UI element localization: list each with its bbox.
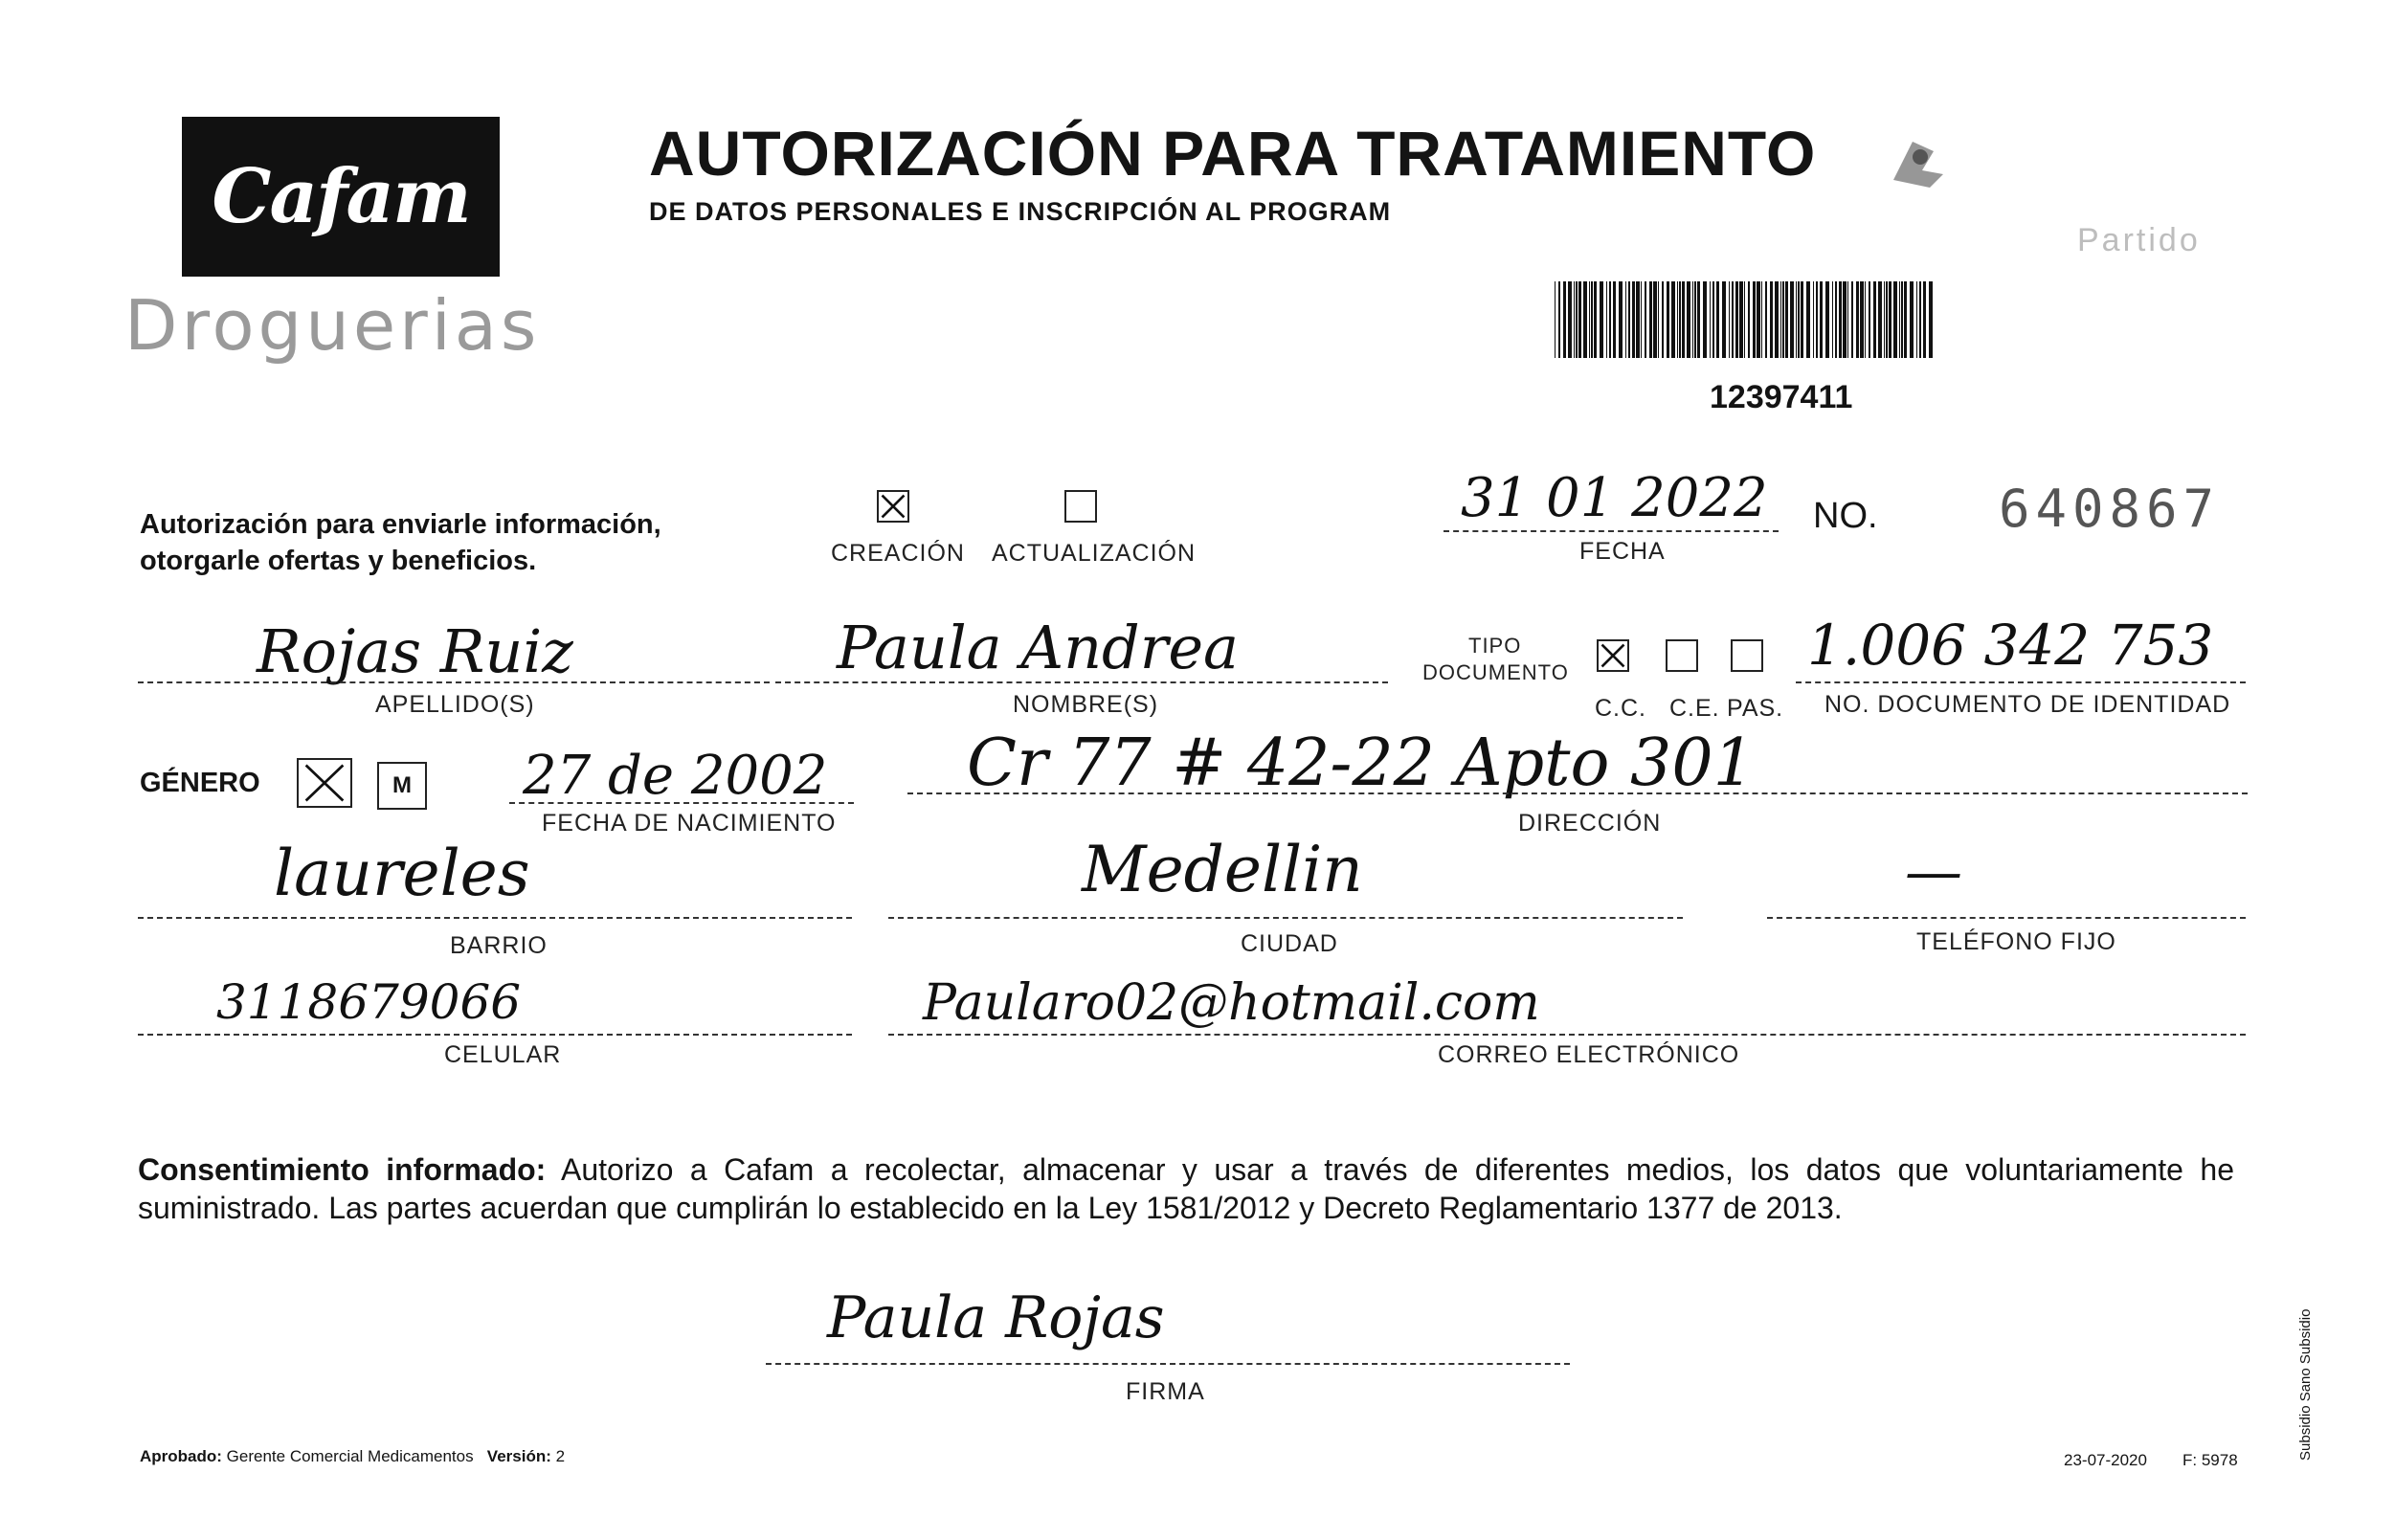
documento-line — [1796, 681, 2246, 683]
barcode-bar — [1600, 281, 1603, 358]
aprobado-value: Gerente Comercial Medicamentos — [226, 1447, 474, 1465]
apellidos-label: APELLIDO(S) — [375, 691, 535, 718]
barcode-bar — [1574, 281, 1575, 358]
signature-line — [766, 1363, 1570, 1365]
barcode-bar — [1578, 281, 1581, 358]
consent-paragraph — [138, 1150, 2234, 1227]
authorization-text-2: otorgarle ofertas y beneficios. — [140, 546, 537, 576]
barcode-bar — [1910, 281, 1914, 358]
barcode-bar — [1873, 281, 1876, 358]
barcode-bar — [1847, 281, 1848, 358]
cafam-logo — [182, 117, 500, 277]
nacimiento-value[interactable]: 27 de 2002 — [523, 745, 828, 807]
barcode-bar — [1619, 281, 1623, 358]
barcode-bar — [1692, 281, 1693, 358]
barcode-bar — [1851, 281, 1853, 358]
version-value: 2 — [555, 1447, 566, 1465]
telefono-label: TELÉFONO FIJO — [1916, 928, 2116, 955]
barcode-bar — [1798, 281, 1800, 358]
consent-heading: Consentimiento informado: — [138, 1152, 547, 1187]
barcode-bar — [1884, 281, 1885, 358]
direccion-label: DIRECCIÓN — [1518, 810, 1662, 837]
correo-line — [888, 1034, 2246, 1036]
barcode-bar — [1568, 281, 1572, 358]
barrio-label: BARRIO — [450, 932, 548, 959]
barcode-bar — [1677, 281, 1678, 358]
barcode-bar — [1583, 281, 1587, 358]
genero-m-checkbox[interactable] — [377, 762, 427, 810]
no-label: NO. — [1813, 496, 1878, 536]
barcode-bar — [1671, 281, 1675, 358]
barcode-bar — [1806, 281, 1810, 358]
fecha-label: FECHA — [1579, 538, 1666, 565]
barcode-bar — [1606, 281, 1607, 358]
actualizacion-checkbox[interactable] — [1064, 490, 1097, 523]
barcode-bar — [1591, 281, 1593, 358]
barcode-bar — [1790, 281, 1794, 358]
barcode-bar — [1839, 281, 1842, 358]
correo-value[interactable]: Paularo02@hotmail.com — [923, 974, 1540, 1032]
barcode-number: 12397411 — [1710, 379, 1853, 415]
telefono-value[interactable]: — — [1905, 838, 1962, 905]
cc-checkbox[interactable] — [1597, 639, 1629, 672]
version-label: Versión: — [486, 1447, 551, 1465]
tipo-documento-label-1: TIPO — [1468, 634, 1522, 658]
barcode-bar — [1780, 281, 1781, 358]
check-x-icon — [1599, 641, 1627, 670]
actualizacion-label: ACTUALIZACIÓN — [992, 540, 1197, 567]
barcode-bar — [1816, 281, 1818, 358]
pas-checkbox[interactable] — [1731, 639, 1763, 672]
barcode-bar — [1878, 281, 1882, 358]
barcode-bar — [1753, 281, 1756, 358]
barcode-bar — [1682, 281, 1685, 358]
creacion-checkbox[interactable] — [877, 490, 909, 523]
apellidos-line — [138, 681, 770, 683]
barcode-bar — [1865, 281, 1866, 358]
barcode-bar — [1735, 281, 1738, 358]
barcode-bar — [1558, 281, 1560, 358]
barcode-bar — [1929, 281, 1933, 358]
genero-m-label: M — [392, 772, 412, 798]
ciudad-label: CIUDAD — [1241, 930, 1338, 957]
barcode-bar — [1632, 281, 1635, 358]
barcode-bar — [1886, 281, 1888, 358]
barcode-bar — [1641, 281, 1642, 358]
barcode-bar — [1712, 281, 1714, 358]
barcode-bar — [1923, 281, 1926, 358]
barcode-bar — [1744, 281, 1745, 358]
barcode-bar — [1649, 281, 1652, 358]
barcode-bar — [1835, 281, 1837, 358]
barcode-bar — [1662, 281, 1664, 358]
barcode-bar — [1889, 281, 1891, 358]
direccion-line — [907, 792, 2248, 794]
barcode-bar — [1694, 281, 1696, 358]
barcode-bar — [1697, 281, 1700, 358]
barcode-bar — [1785, 281, 1788, 358]
logo-text: Cafam — [212, 153, 470, 240]
barcode-bar — [1893, 281, 1897, 358]
barcode — [1553, 281, 1936, 358]
aprobado-label: Aprobado: — [140, 1447, 222, 1465]
faded-text: Partido — [2077, 222, 2201, 258]
barcode-bar — [1770, 281, 1773, 358]
barcode-bar — [1748, 281, 1750, 358]
barcode-bar — [1687, 281, 1690, 358]
barcode-bar — [1765, 281, 1767, 358]
nacimiento-line — [509, 802, 854, 804]
form-subtitle: DE DATOS PERSONALES E INSCRIPCIÓN AL PROGRAM — [649, 197, 1392, 226]
barcode-bar — [1782, 281, 1784, 358]
fecha-value[interactable]: 31 01 2022 — [1461, 467, 1768, 529]
barcode-bar — [1710, 281, 1711, 358]
barcode-bar — [1796, 281, 1797, 358]
barcode-bar — [1729, 281, 1730, 358]
celular-label: CELULAR — [444, 1041, 562, 1068]
no-value: 640867 — [1999, 479, 2221, 539]
direccion-value[interactable]: Cr 77 # 42-22 Apto 301 — [967, 725, 1755, 801]
barcode-bar — [1775, 281, 1779, 358]
barcode-bar — [1563, 281, 1566, 358]
stamp-icon — [1884, 132, 1953, 193]
barcode-bar — [1667, 281, 1669, 358]
tipo-documento-label-2: DOCUMENTO — [1422, 660, 1569, 684]
barcode-bar — [1732, 281, 1734, 358]
barcode-bar — [1919, 281, 1921, 358]
barcode-bar — [1703, 281, 1707, 358]
genero-f-checkbox[interactable] — [297, 758, 352, 808]
barrio-line — [138, 917, 852, 919]
ce-checkbox[interactable] — [1666, 639, 1698, 672]
telefono-line — [1767, 917, 2246, 919]
barcode-bar — [1589, 281, 1590, 358]
barcode-bar — [1856, 281, 1859, 358]
barcode-bar — [1658, 281, 1659, 358]
ciudad-line — [888, 917, 1683, 919]
barcode-bar — [1628, 281, 1630, 358]
barcode-bar — [1739, 281, 1743, 358]
creacion-label: CREACIÓN — [831, 540, 965, 567]
nacimiento-label: FECHA DE NACIMIENTO — [542, 810, 837, 837]
ce-label: C.E. — [1669, 695, 1720, 722]
ciudad-value[interactable]: Medellin — [1082, 833, 1363, 906]
genero-label: GÉNERO — [140, 768, 260, 798]
nombres-line — [775, 681, 1388, 683]
barcode-bar — [1916, 281, 1917, 358]
documento-label: NO. DOCUMENTO DE IDENTIDAD — [1824, 691, 2231, 718]
barcode-bar — [1901, 281, 1903, 358]
barcode-bar — [1679, 281, 1681, 358]
barcode-bar — [1757, 281, 1760, 358]
barcode-bar — [1843, 281, 1847, 358]
barcode-bar — [1860, 281, 1864, 358]
droguerias-label: Droguerias — [124, 285, 541, 366]
barcode-bar — [1813, 281, 1814, 358]
barcode-bar — [1613, 281, 1616, 358]
cc-label: C.C. — [1595, 695, 1646, 722]
barcode-bar — [1904, 281, 1907, 358]
fecha-line — [1444, 530, 1779, 532]
barcode-bar — [1609, 281, 1611, 358]
check-x-icon — [879, 492, 907, 521]
check-x-icon — [299, 760, 350, 806]
barcode-bar — [1594, 281, 1597, 358]
signature-label: FIRMA — [1126, 1378, 1205, 1405]
signature-value[interactable]: Paula Rojas — [827, 1284, 1165, 1351]
barcode-bar — [1576, 281, 1578, 358]
barcode-bar — [1832, 281, 1833, 358]
correo-label: CORREO ELECTRÓNICO — [1438, 1041, 1740, 1068]
side-text: Subsidio Sano Subsidio — [2297, 1308, 2314, 1461]
barcode-bar — [1555, 281, 1556, 358]
barcode-bar — [1825, 281, 1829, 358]
barcode-bar — [1899, 281, 1900, 358]
footer-form-code: F: 5978 — [2182, 1451, 2238, 1469]
barcode-bar — [1716, 281, 1719, 358]
side-text-wrap — [2297, 1279, 2326, 1470]
authorization-text-1: Autorización para enviarle información, — [140, 509, 661, 540]
barcode-bar — [1625, 281, 1626, 358]
celular-value[interactable]: 3118679066 — [216, 974, 522, 1030]
barcode-bar — [1761, 281, 1762, 358]
barcode-bar — [1869, 281, 1870, 358]
consent-text: Autorizo a Cafam a recolectar, almacenar y usar a través de diferentes medios, los datos que voluntariamente he suministrado. Las partes acuerdan que cumplirán lo establecido en la Ley 1581/2012 y Decreto Reglamentario 1377 de 2013. — [138, 1152, 2235, 1225]
barcode-bar — [1722, 281, 1726, 358]
documento-value[interactable]: 1.006 342 753 — [1807, 613, 2214, 678]
barrio-value[interactable]: laureles — [274, 837, 530, 910]
celular-line — [138, 1034, 852, 1036]
barcode-bar — [1645, 281, 1646, 358]
barcode-bar — [1801, 281, 1803, 358]
form-title: AUTORIZACIÓN PARA TRATAMIENTO — [649, 118, 1817, 189]
nombres-value[interactable]: Paula Andrea — [837, 613, 1240, 682]
apellidos-value[interactable]: Rojas Ruiz — [257, 616, 573, 686]
barcode-bar — [1653, 281, 1657, 358]
nombres-label: NOMBRE(S) — [1013, 691, 1159, 718]
pas-label: PAS. — [1727, 695, 1784, 722]
barcode-bar — [1636, 281, 1640, 358]
footer-date-code: 23-07-2020 — [2064, 1451, 2147, 1469]
barcode-bar — [1820, 281, 1823, 358]
footer-left — [140, 1447, 565, 1466]
